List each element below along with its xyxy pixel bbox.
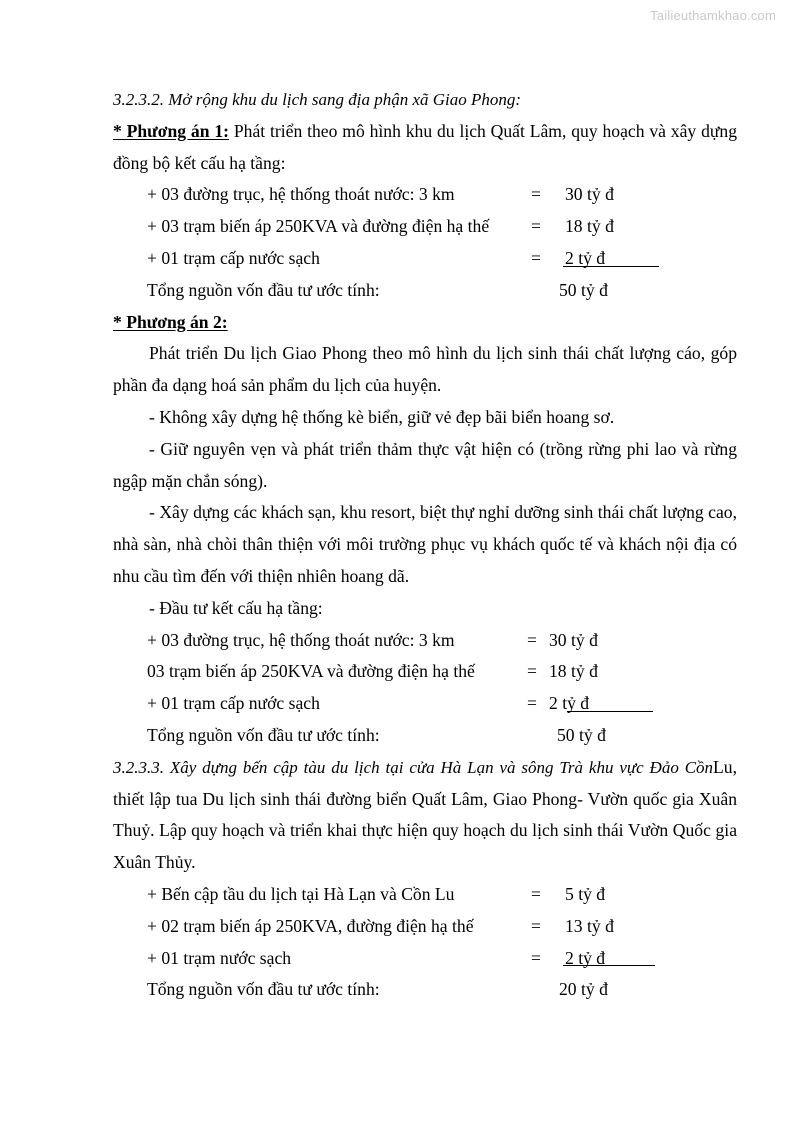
cost-value: 2 tỷ đ [565, 247, 606, 268]
cost-equals-sign: = [527, 661, 537, 682]
heading-3-2-3-2: 3.2.3.2. Mở rộng khu du lịch sang địa phận xã Giao Phong: [113, 90, 522, 109]
heading-3-2-3-3-rest: Lu, thiết lập tua Du lịch sinh thái đường biển Quất Lâm, Giao Phong- Vườn quốc gia Xuân Thuỷ. Lập quy hoạch và triển khai thực hiện quy hoạch du lịch sinh thái Vườn Quốc gia Xuân Thủy. [113, 756, 742, 873]
cost-equals-sign: = [527, 693, 537, 714]
cost-row [113, 911, 737, 943]
cost-total-value: 20 tỷ đ [557, 974, 669, 1006]
option-1-paragraph [113, 116, 742, 180]
option-2-bullet-4: - Đầu tư kết cấu hạ tầng: [149, 597, 323, 618]
cost-row [113, 625, 737, 657]
cost-label: + 03 đường trục, hệ thống thoát nước: 3 km [147, 184, 455, 205]
cost-label: + 01 trạm cấp nước sạch [147, 693, 320, 714]
option-2-bullet-2: - Giữ nguyên vẹn và phát triển thảm thực vật hiện có (trồng rừng phi lao và rừng ngập mặn chắn sóng). [113, 438, 742, 491]
option-2-label: * Phương án 2: [113, 311, 228, 332]
heading-3-2-3-3-italic: 3.2.3.3. Xây dựng bến cập tàu du lịch tại cửa Hà Lạn và sông Trà khu vực Đảo Cồn [113, 757, 714, 777]
cost-total-label: Tổng nguồn vốn đầu tư ước tính: [147, 979, 380, 1000]
option-2-bullet-1: - Không xây dựng hệ thống kè biển, giữ vẻ đẹp bãi biển hoang sơ. [149, 406, 615, 427]
cost-total-value: 50 tỷ đ [557, 275, 669, 307]
cost-label: + 01 trạm nước sạch [147, 947, 292, 968]
cost-total-row [113, 720, 737, 752]
cost-total-row [113, 275, 737, 307]
cost-row [113, 179, 737, 211]
cost-label: + Bến cập tầu du lịch tại Hà Lạn và Cồn Lu [147, 883, 455, 904]
cost-row [113, 656, 737, 688]
cost-equals-sign: = [531, 947, 541, 968]
watermark-label: Tailieuthamkhao.com [650, 8, 776, 23]
document-body [113, 84, 742, 1006]
cost-equals-sign: = [531, 883, 541, 904]
cost-label: + 03 đường trục, hệ thống thoát nước: 3 km [147, 629, 455, 650]
cost-value: 18 tỷ đ [549, 661, 598, 682]
cost-value: 30 tỷ đ [565, 184, 614, 205]
cost-total-label: Tổng nguồn vốn đầu tư ước tính: [147, 724, 380, 745]
cost-equals-sign: = [527, 629, 537, 650]
cost-equals-sign: = [531, 216, 541, 237]
cost-label: + 02 trạm biến áp 250KVA, đường điện hạ thế [147, 915, 474, 936]
option-2-body-1: Phát triển Du lịch Giao Phong theo mô hình du lịch sinh thái chất lượng cáo, góp phần đa dạng hoá sản phẩm du lịch của huyện. [113, 343, 742, 396]
cost-row [113, 688, 737, 720]
cost-total-row [113, 974, 737, 1006]
option-1-text: Phát triển theo mô hình khu du lịch Quất Lâm, quy hoạch và xây dựng đồng bộ kết cấu hạ tầng: [113, 120, 742, 173]
cost-equals-sign: = [531, 915, 541, 936]
cost-label: + 01 trạm cấp nước sạch [147, 247, 320, 268]
cost-row [113, 243, 737, 275]
cost-label: 03 trạm biến áp 250KVA và đường điện hạ thế [147, 661, 475, 682]
option-2-paragraph [113, 307, 737, 339]
cost-value: 18 tỷ đ [565, 216, 614, 237]
cost-equals-sign: = [531, 184, 541, 205]
option-2-bullet-3: - Xây dựng các khách sạn, khu resort, biệt thự nghỉ dưỡng sinh thái chất lượng cao, nhà sàn, nhà chòi thân thiện với môi trường phục vụ khách quốc tế và khách nội địa có nhu cầu tìm đến với thiện nhiên hoang dã. [113, 502, 742, 586]
cost-value: 13 tỷ đ [565, 915, 614, 936]
cost-row [113, 943, 737, 975]
cost-equals-sign: = [531, 247, 541, 268]
cost-table-section-3-2-3-3 [113, 879, 737, 1006]
cost-value: 30 tỷ đ [549, 629, 598, 650]
cost-table-option-2 [113, 625, 737, 752]
cost-row [113, 879, 737, 911]
cost-total-label: Tổng nguồn vốn đầu tư ước tính: [147, 279, 380, 300]
cost-value: 2 tỷ đ [549, 693, 590, 714]
cost-value: 5 tỷ đ [565, 883, 606, 904]
option-1-label: * Phương án 1: [113, 120, 230, 141]
cost-table-option-1 [113, 179, 737, 306]
cost-label: + 03 trạm biến áp 250KVA và đường điện hạ thế [147, 216, 490, 237]
cost-total-value: 50 tỷ đ [557, 720, 667, 752]
cost-value: 2 tỷ đ [565, 947, 606, 968]
heading-3-2-3-3-block [113, 752, 742, 879]
cost-row [113, 211, 737, 243]
